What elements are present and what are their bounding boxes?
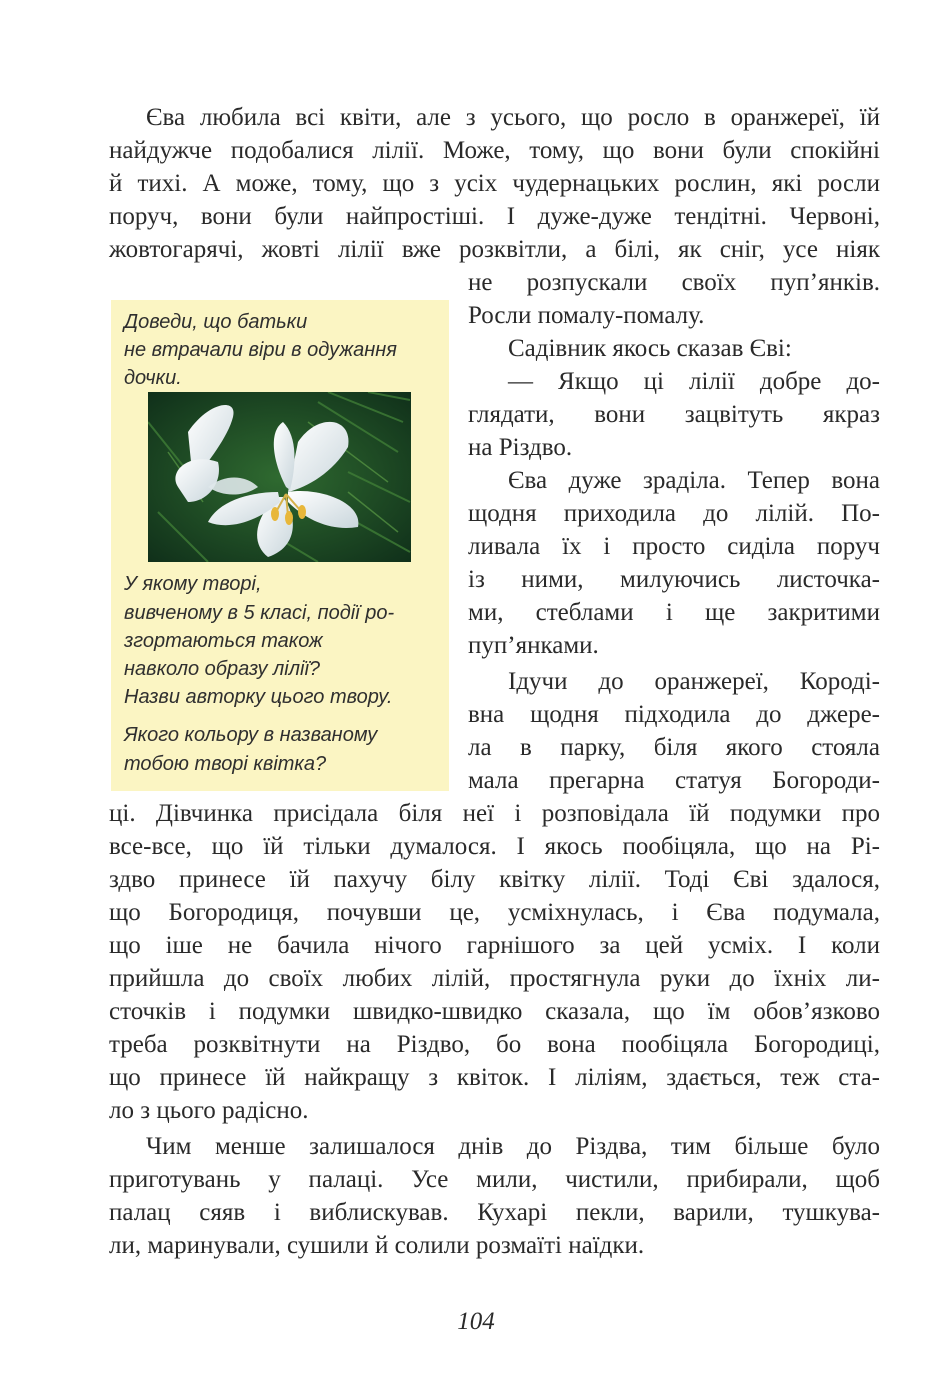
question-text: не втрачали віри в одужання (124, 339, 397, 361)
lily-photo (148, 392, 411, 562)
text-line: із ними, милуючись листочка- (468, 566, 880, 593)
question-sidebox (111, 300, 449, 791)
text-line: пуп’янками. (468, 632, 599, 659)
question-text: Доведи, що батьки (124, 311, 308, 333)
text-line: палац сяяв і виблискував. Кухарі пекли, варили, тушкува- (109, 1199, 880, 1226)
text-line: все-все, що їй тільки думалося. І якось пообіцяла, що на Рі- (109, 833, 880, 860)
text-line: й тихі. А може, тому, що з усіх чудернацьких рослин, які росли (109, 170, 880, 197)
text-line: що принесе їй найкращу з квіток. І ліліям, здається, теж ста- (109, 1064, 880, 1091)
text-line: ливала їх і просто сиділа поруч (468, 533, 880, 560)
text-line: вна щодня підходила до джере- (468, 701, 880, 728)
question-text: Якого кольору в названому (124, 724, 378, 746)
text-line: щодня приходила до лілій. По- (468, 500, 880, 527)
text-line: що Богородиця, почувши це, усміхнулась, і Єва подумала, (109, 899, 880, 926)
question-text: У якому творі, (124, 573, 262, 595)
text-line: що іше не бачила нічого гарнішого за цей усміх. І коли (109, 932, 880, 959)
text-line: Єва любила всі квіти, але з усього, що росло в оранжереї, їй (146, 104, 880, 131)
text-line: глядати, вони зацвітуть якраз (468, 401, 880, 428)
text-line: приготувань у палаці. Усе мили, чистили, прибирали, щоб (109, 1166, 880, 1193)
question-text: згортаються також (124, 630, 323, 652)
text-line: поруч, вони були найпростіші. І дуже-дуже тендітні. Червоні, (109, 203, 880, 230)
text-line: прийшла до своїх любих лілій, простягнула руки до їхніх ли- (109, 965, 880, 992)
text-line: ло з цього радісно. (109, 1097, 309, 1124)
text-line: Єва дуже зраділа. Тепер вона (508, 467, 880, 494)
question-text: тобою творі квітка? (124, 753, 327, 775)
text-line: ми, стеблами і ще закритими (468, 599, 880, 626)
text-line: мала прегарна статуя Богороди- (468, 767, 880, 794)
text-line: не розпускали своїх пуп’янків. (468, 269, 880, 296)
page-number: 104 (457, 1308, 495, 1335)
text-line: найдужче подобалися лілії. Може, тому, що вони були спокійні (109, 137, 880, 164)
question-text: дочки. (124, 367, 182, 389)
text-line: на Різдво. (468, 434, 573, 461)
question-text: навколо образу лілії? (124, 658, 321, 680)
text-line: ли, маринували, сушили й солили розмаїті наїдки. (109, 1232, 645, 1259)
text-line: сточків і подумки швидко-швидко сказала, що їм обов’язково (109, 998, 880, 1025)
text-line: Росли помалу-помалу. (468, 302, 705, 329)
question-text: Назви авторку цього твору. (124, 686, 393, 708)
question-text: вивченому в 5 класі, події ро- (124, 602, 395, 624)
text-line: ці. Дівчинка присідала біля неї і розповідала їй подумки про (109, 800, 880, 827)
text-line: жовтогарячі, жовті лілії вже розквітли, а білі, як сніг, усе ніяк (109, 236, 880, 263)
text-line: Чим менше залишалося днів до Різдва, тим більше було (146, 1133, 880, 1160)
text-line: ла в парку, біля якого стояла (468, 734, 880, 761)
text-line: Садівник якось сказав Єві: (508, 335, 792, 362)
text-line: — Якщо ці лілії добре до- (508, 368, 880, 395)
text-line: Ідучи до оранжереї, Короді- (508, 668, 880, 695)
text-line: здво принесе їй пахучу білу квітку лілії. Тоді Єві здалося, (109, 866, 880, 893)
text-line: треба розквітнути на Різдво, бо вона пообіцяла Богородиці, (109, 1031, 880, 1058)
